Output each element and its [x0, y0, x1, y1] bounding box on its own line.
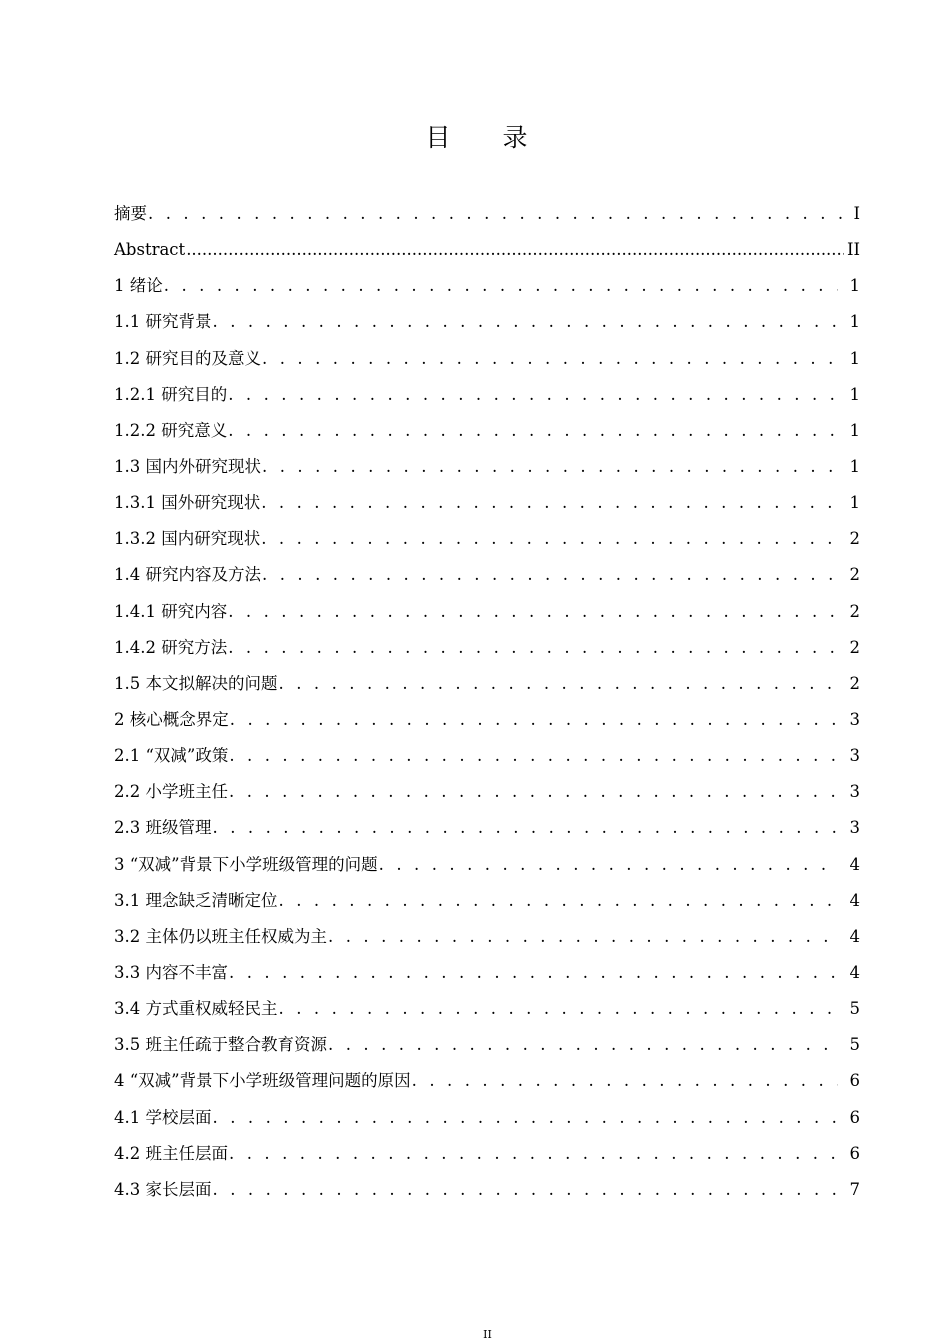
toc-entry-page: 3 — [849, 746, 860, 766]
toc-entry[interactable] — [114, 810, 860, 846]
toc-entry-title: 1 绪论 — [114, 276, 163, 296]
toc-entry-page: 1 — [849, 312, 860, 332]
toc-entry[interactable] — [114, 883, 860, 919]
toc-entry-page: II — [846, 240, 860, 260]
toc-entry-page: 1 — [849, 420, 860, 440]
dot-leader — [328, 927, 838, 947]
toc-entry-title: 4.2 班主任层面 — [114, 1143, 228, 1163]
toc-entry[interactable] — [114, 232, 860, 268]
dot-leader — [229, 963, 838, 983]
toc-entry[interactable] — [114, 702, 860, 738]
toc-entry[interactable] — [114, 521, 860, 557]
toc-entry[interactable] — [114, 1136, 860, 1172]
dot-leader — [279, 891, 839, 911]
toc-entry[interactable] — [114, 304, 860, 340]
toc-entry-page: 1 — [849, 493, 860, 513]
page-title: 目 录 — [425, 123, 550, 152]
toc-entry[interactable] — [114, 449, 860, 485]
dot-leader — [213, 1108, 839, 1128]
dot-leader — [228, 638, 838, 658]
toc-entry-title: 3 “双减”背景下小学班级管理的问题 — [114, 854, 378, 874]
toc-entry-page: 6 — [849, 1143, 860, 1163]
toc-entry-page: 4 — [849, 963, 860, 983]
toc-entry-title: 4.3 家长层面 — [114, 1179, 212, 1199]
toc-entry-title: 1.2.1 研究目的 — [114, 384, 228, 404]
toc-entry-title: 2.2 小学班主任 — [114, 782, 228, 802]
dot-leader — [228, 602, 838, 622]
toc-entry-title: 3.1 理念缺乏清晰定位 — [114, 890, 278, 910]
toc-entry-page: 5 — [849, 1035, 860, 1055]
dot-leader — [262, 457, 838, 477]
toc-entry-title: 1.4.2 研究方法 — [114, 637, 228, 657]
toc-entry[interactable] — [114, 557, 860, 593]
toc-entry-title: 1.3.2 国内研究现状 — [114, 529, 261, 549]
dot-leader — [164, 276, 838, 296]
dot-leader — [229, 1144, 838, 1164]
toc-entry-title: 3.2 主体仍以班主任权威为主 — [114, 926, 327, 946]
toc-entry-title: 1.1 研究背景 — [114, 312, 212, 332]
toc-entry[interactable] — [114, 847, 860, 883]
dot-leader — [379, 855, 838, 875]
dot-leader — [213, 818, 839, 838]
toc-entry[interactable] — [114, 738, 860, 774]
toc-entry-title: 1.3 国内外研究现状 — [114, 457, 261, 477]
toc-entry-page: 4 — [849, 854, 860, 874]
dot-leader — [328, 1035, 838, 1055]
toc-entry[interactable] — [114, 268, 860, 304]
toc-entry-page: 5 — [849, 999, 860, 1019]
dot-leader — [148, 204, 844, 224]
toc-entry-title: 1.2 研究目的及意义 — [114, 348, 261, 368]
toc-entry-title: 3.4 方式重权威轻民主 — [114, 999, 278, 1019]
dot-leader — [229, 782, 838, 802]
toc-entry-page: 1 — [849, 384, 860, 404]
toc-entry-page: 4 — [849, 926, 860, 946]
toc-entry-page: 7 — [849, 1179, 860, 1199]
dot-leader — [230, 710, 838, 730]
toc-entry-title: Abstract — [114, 240, 186, 260]
toc-entry-page: 2 — [849, 529, 860, 549]
table-of-contents — [114, 196, 860, 1208]
toc-entry-title: 2.1 “双减”政策 — [114, 746, 229, 766]
toc-entry[interactable] — [114, 485, 860, 521]
toc-entry-title: 4 “双减”背景下小学班级管理问题的原因 — [114, 1071, 411, 1091]
dot-leader — [262, 565, 838, 585]
toc-entry-page: 1 — [849, 348, 860, 368]
toc-entry[interactable] — [114, 1063, 860, 1099]
toc-entry[interactable] — [114, 1027, 860, 1063]
toc-entry-title: 1.4.1 研究内容 — [114, 601, 228, 621]
toc-entry-title: 2 核心概念界定 — [114, 710, 229, 730]
toc-entry-page: 6 — [849, 1107, 860, 1127]
toc-entry-title: 摘要 — [114, 204, 147, 224]
dot-leader — [228, 421, 838, 441]
toc-entry-page: 2 — [849, 673, 860, 693]
toc-entry-title: 1.3.1 国外研究现状 — [114, 493, 261, 513]
toc-entry[interactable] — [114, 413, 860, 449]
toc-entry[interactable] — [114, 1100, 860, 1136]
toc-entry[interactable] — [114, 196, 860, 232]
toc-entry-title: 3.5 班主任疏于整合教育资源 — [114, 1035, 327, 1055]
toc-entry-page: 4 — [849, 890, 860, 910]
dot-leader — [412, 1071, 838, 1091]
toc-entry[interactable] — [114, 774, 860, 810]
toc-entry-title: 4.1 学校层面 — [114, 1107, 212, 1127]
toc-entry[interactable] — [114, 919, 860, 955]
toc-entry[interactable] — [114, 955, 860, 991]
toc-entry-page: 2 — [849, 565, 860, 585]
toc-entry-title: 1.4 研究内容及方法 — [114, 565, 261, 585]
dot-leader — [279, 674, 839, 694]
toc-entry[interactable] — [114, 991, 860, 1027]
dot-leader — [261, 493, 838, 513]
dot-leader — [228, 385, 838, 405]
toc-entry[interactable] — [114, 377, 860, 413]
toc-entry-page: 3 — [849, 782, 860, 802]
toc-entry[interactable] — [114, 594, 860, 630]
toc-entry-page: 3 — [849, 710, 860, 730]
toc-entry[interactable] — [114, 1172, 860, 1208]
toc-entry-page: I — [853, 204, 860, 224]
toc-entry-page: 1 — [849, 276, 860, 296]
toc-entry[interactable] — [114, 341, 860, 377]
page-number-footer: II — [483, 1328, 492, 1341]
toc-entry-page: 6 — [849, 1071, 860, 1091]
toc-entry-title: 3.3 内容不丰富 — [114, 963, 228, 983]
dot-leader — [213, 1180, 839, 1200]
toc-entry-title: 1.5 本文拟解决的问题 — [114, 673, 278, 693]
toc-entry-page: 3 — [849, 818, 860, 838]
toc-entry-page: 2 — [849, 637, 860, 657]
dot-leader — [186, 240, 844, 260]
dot-leader — [262, 349, 838, 369]
toc-entry-title: 1.2.2 研究意义 — [114, 420, 228, 440]
toc-entry-title: 2.3 班级管理 — [114, 818, 212, 838]
dot-leader — [279, 999, 839, 1019]
toc-entry-page: 1 — [849, 457, 860, 477]
dot-leader — [229, 746, 838, 766]
toc-entry[interactable] — [114, 666, 860, 702]
dot-leader — [213, 312, 839, 332]
toc-entry[interactable] — [114, 630, 860, 666]
toc-entry-page: 2 — [849, 601, 860, 621]
dot-leader — [261, 529, 838, 549]
